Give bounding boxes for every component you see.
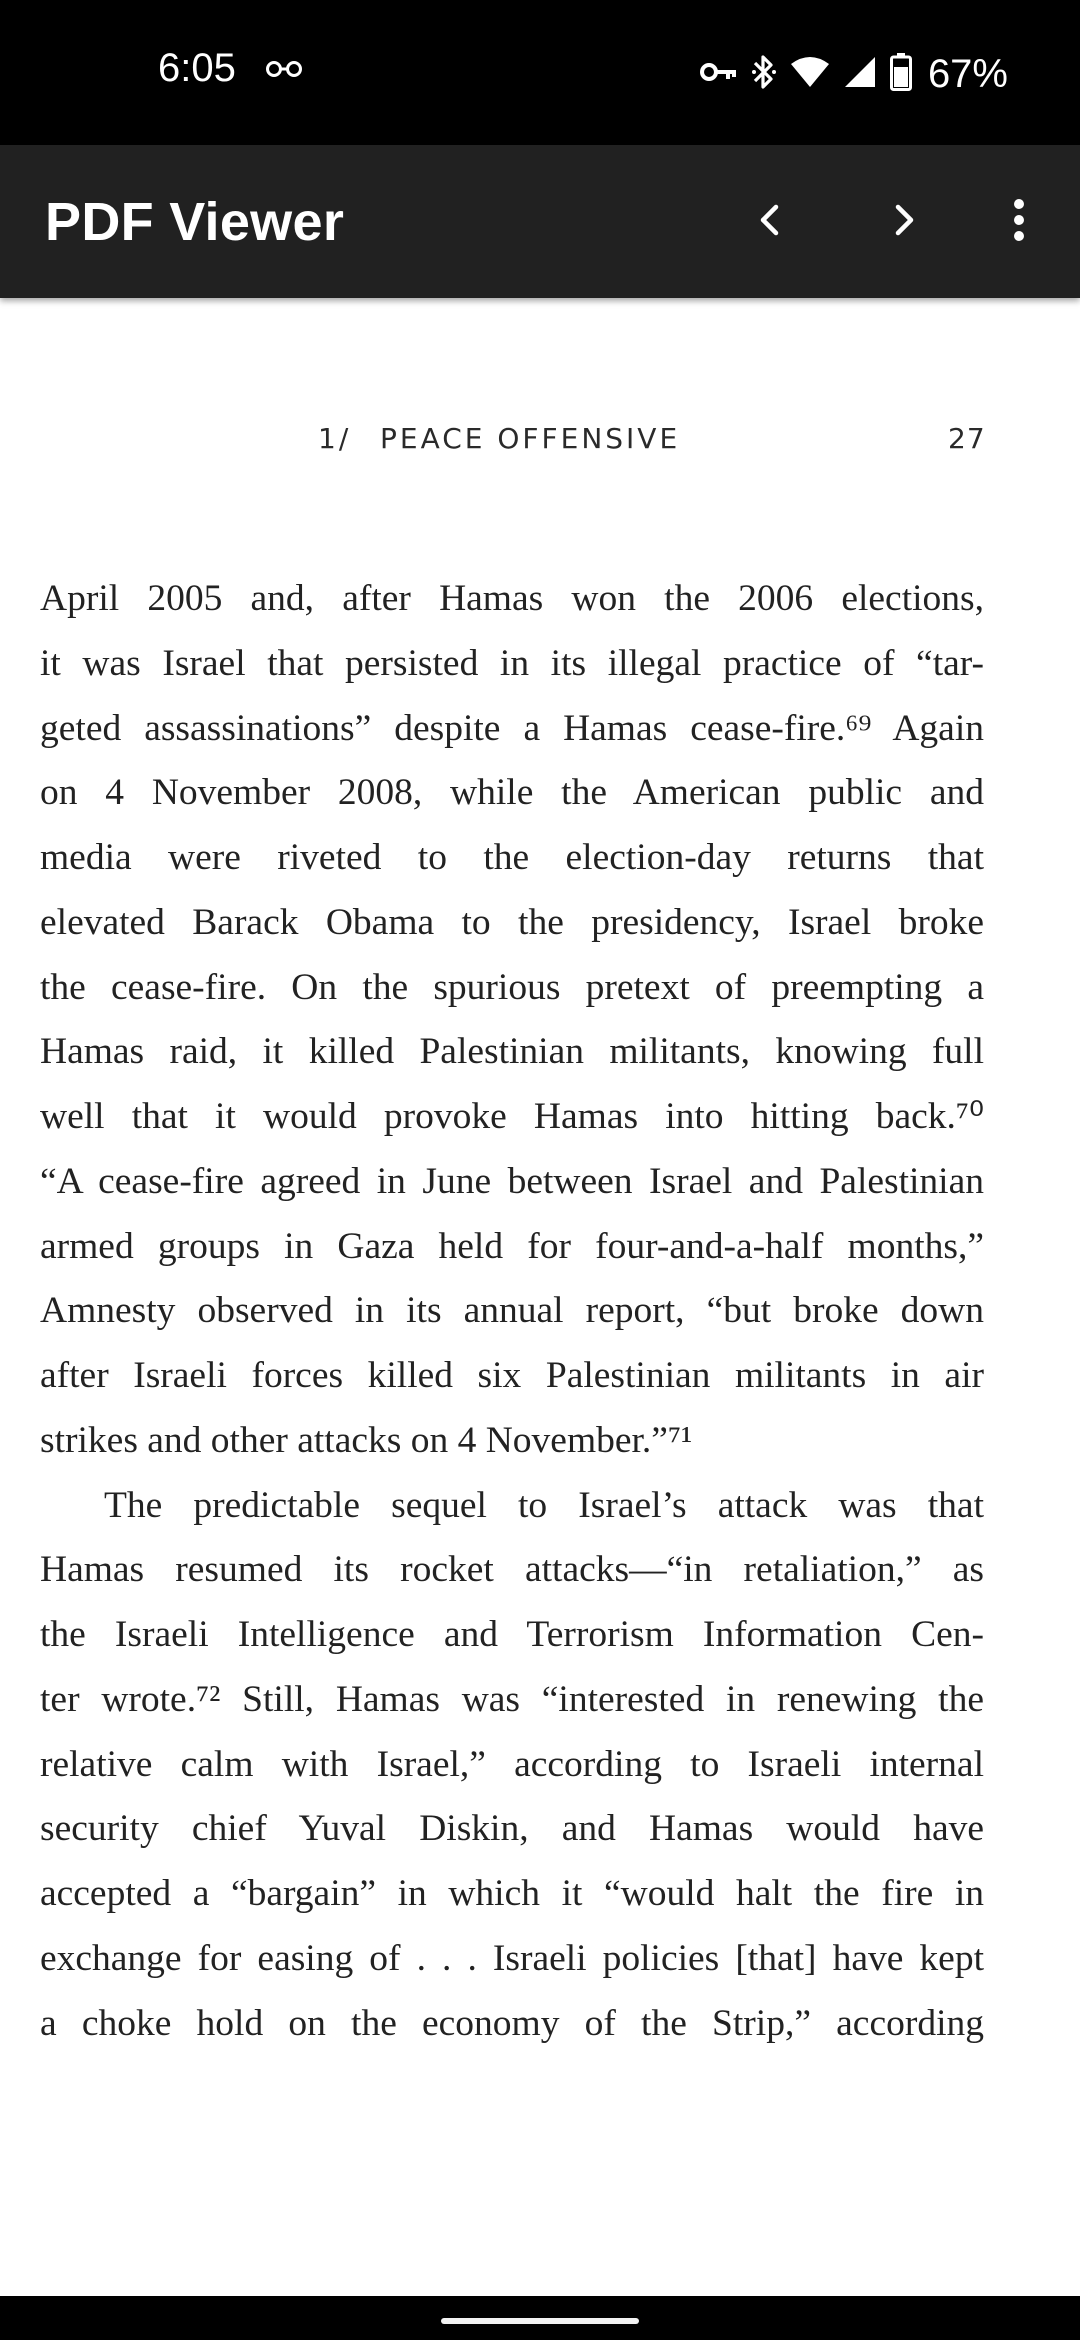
status-icons [700, 46, 1008, 102]
home-gesture-handle[interactable] [441, 2318, 639, 2324]
text-line: “A cease-fire agreed in June between Israel and Palestinian [40, 1160, 984, 1202]
vpn-loop-icon [264, 58, 304, 80]
wifi-icon [790, 56, 830, 93]
text-line: The predictable sequel to Israel’s attack was that [104, 1484, 984, 1526]
chevron-left-icon [751, 200, 791, 240]
text-line: strikes and other attacks on 4 November.”⁷¹ [40, 1419, 693, 1461]
text-line: security chief Yuval Diskin, and Hamas would have [40, 1808, 984, 1850]
navigation-bar [0, 2296, 1080, 2340]
text-line: armed groups in Gaza held for four-and-a-half months,” [40, 1225, 984, 1267]
app-bar [0, 145, 1080, 298]
next-page-button[interactable] [858, 175, 948, 265]
text-line: after Israeli forces killed six Palestinian militants in air [40, 1355, 984, 1396]
key-icon [700, 59, 738, 90]
body-text [40, 567, 984, 2056]
text-line: the Israeli Intelligence and Terrorism Information Cen- [40, 1614, 984, 1655]
battery-percent: 67% [927, 51, 1008, 96]
bluetooth-icon [752, 54, 776, 95]
text-line: accepted a “bargain” in which it “would halt the fire in [40, 1873, 984, 1914]
app-title: PDF Viewer [45, 192, 345, 252]
text-line: a choke hold on the economy of the Strip,” according [40, 2002, 984, 2044]
previous-page-button[interactable] [726, 175, 816, 265]
text-line: April 2005 and, after Hamas won the 2006 elections, [40, 578, 984, 619]
running-head-title: PEACE OFFENSIVE [380, 422, 681, 455]
pdf-page[interactable] [0, 298, 1080, 2296]
running-head-chapter: 1/ [318, 422, 352, 455]
cell-signal-icon [844, 56, 876, 93]
text-line: media were riveted to the election-day returns that [40, 837, 984, 878]
text-line: ter wrote.⁷² Still, Hamas was “interested in renewing the [40, 1678, 984, 1720]
status-bar [0, 0, 1080, 145]
chevron-right-icon [883, 200, 923, 240]
text-line: geted assassinations” despite a Hamas cease-fire.⁶⁹ Again [40, 707, 984, 749]
text-line: on 4 November 2008, while the American public and [40, 772, 984, 814]
text-line: it was Israel that persisted in its illegal practice of “tar- [40, 642, 984, 684]
running-head [0, 422, 1080, 462]
text-line: elevated Barack Obama to the presidency, Israel broke [40, 901, 984, 943]
text-line: exchange for easing of . . . Israeli policies [that] have kept [40, 1937, 984, 1979]
text-line: well that it would provoke Hamas into hitting back.⁷⁰ [40, 1096, 984, 1137]
battery-icon [890, 53, 912, 96]
text-line: relative calm with Israel,” according to Israeli internal [40, 1743, 984, 1785]
status-time: 6:05 [158, 46, 236, 90]
text-line: Amnesty observed in its annual report, “but broke down [40, 1290, 984, 1332]
text-line: Hamas resumed its rocket attacks—“in retaliation,” as [40, 1549, 984, 1591]
text-line: the cease-fire. On the spurious pretext of preempting a [40, 966, 984, 1008]
text-line: Hamas raid, it killed Palestinian militants, knowing full [40, 1031, 984, 1073]
more-options-button[interactable] [974, 175, 1064, 265]
page-number: 27 [948, 422, 986, 455]
more-vert-icon [1011, 198, 1027, 242]
